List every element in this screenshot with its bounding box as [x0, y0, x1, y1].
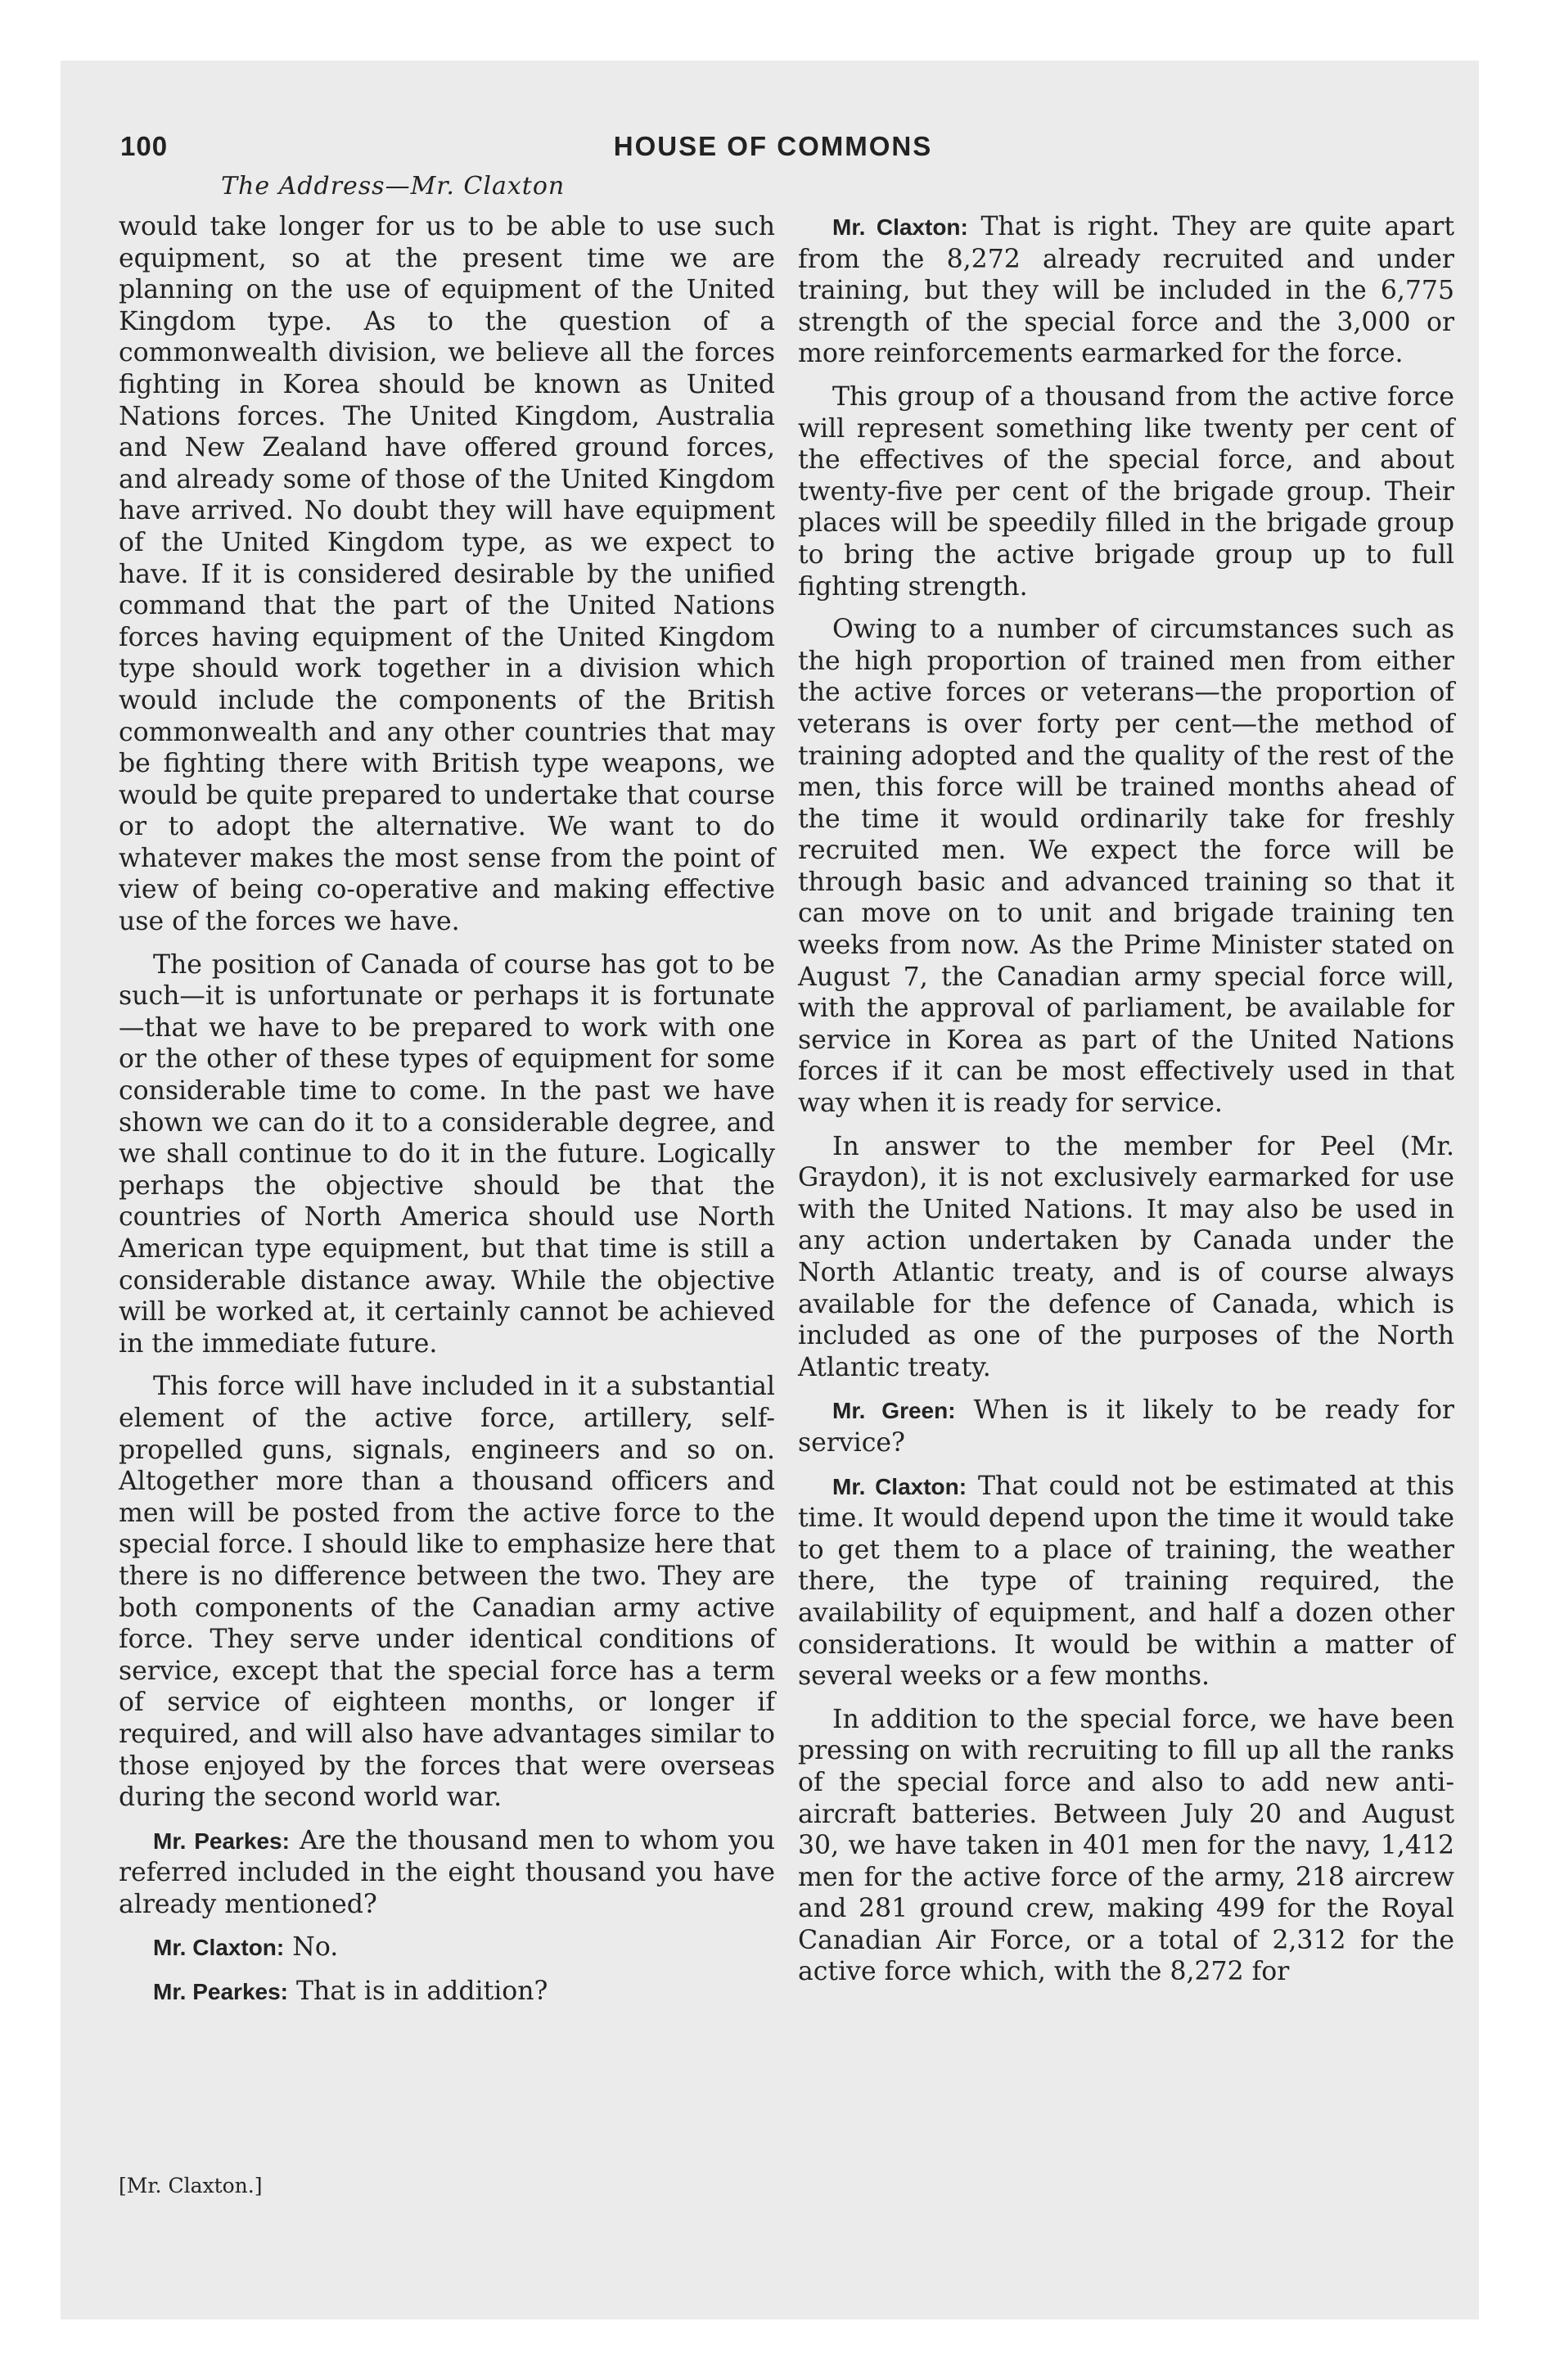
page-number: 100 [120, 131, 169, 161]
paragraph: This group of a thousand from the active force will represent something like twenty per cent of the effectives of the special force, and about twenty-five per cent of the brigade group. Their places will be speedily filled in the brigade group to bring the active brigade group up to full fighting strength. [798, 381, 1454, 602]
section-subhead: The Address—Mr. Claxton [221, 172, 566, 201]
speech-paragraph [119, 1825, 775, 1921]
speech-paragraph [798, 1395, 1454, 1458]
speaker-name: Mr. Claxton: [832, 1473, 967, 1499]
left-column [119, 211, 775, 2020]
speaker-name: Mr. Pearkes: [153, 1979, 288, 2005]
speech-text: That could not be estimated at this time. It would depend upon the time it would take to get them to a place of training, the weather there, the type of training required, the availability of equipment, and half a dozen other considerations. It would be within a matter of several weeks or a few months. [798, 1471, 1455, 1692]
speech-text: That is in addition? [296, 1977, 548, 2007]
paragraph: would take longer for us to be able to use such equipment, so at the present time we are planning on the use of equipment of the United Kingdom type. As to the question of a commonwealth division, we believe all the forces fighting in Korea should be known as United Nations forces. The United Kingdom, Australia and New Zealand have offered ground forces, and already some of those of the United Kingdom have arrived. No doubt they will have equipment of the United Kingdom type, as we expect to have. If it is considered desirable by the unified command that the part of the United Nations forces having equipment of the United Kingdom type should work together in a division which would include the components of the British commonwealth and any other countries that may be fighting there with British type weapons, we would be quite prepared to undertake that course or to adopt the alternative. We want to do whatever makes the most sense from the point of view of being co-operative and making effective use of the forces we have. [119, 212, 775, 937]
speech-paragraph [798, 211, 1454, 370]
paragraph: This force will have included in it a substantial element of the active force, artillery, self-propelled guns, signals, engineers and so on. Altogether more than a thousand officers and men will be posted from the active force to the special force. I should like to emphasize here that there is no difference between the two. They are both components of the Canadian army active force. They serve under identical conditions of service, except that the special force has a term of service of eighteen months, or longer if required, and will also have advantages similar to those enjoyed by the forces that were overseas during the second world war. [119, 1372, 775, 1813]
speech-text: Are the thousand men to whom you referred included in the eight thousand you have already mentioned? [119, 1825, 776, 1919]
paragraph: In answer to the member for Peel (Mr. Graydon), it is not exclusively earmarked for use with the United Nations. It may also be used in any action undertaken by Canada under the North Atlantic treaty, and is of course always available for the defence of Canada, which is included as one of the purposes of the North Atlantic treaty. [798, 1131, 1454, 1382]
paragraph: The position of Canada of course has got to be such—it is unfortunate or perhaps it is fortunate—that we have to be prepared to work with one or the other of these types of equipment for some considerable time to come. In the past we have shown we can do it to a considerable degree, and we shall continue to do it in the future. Logically perhaps the objective should be that the countries of North America should use North American type equipment, but that time is still a considerable distance away. While the objective will be worked at, it certainly cannot be achieved in the immediate future. [119, 949, 775, 1359]
right-column [798, 211, 1454, 1999]
speaker-name: Mr. Claxton: [153, 1935, 285, 1961]
speech-paragraph [119, 1931, 775, 1964]
speech-text: That is right. They are quite apart from the 8,272 already recruited and under training, but they will be included in the 6,775 strength of the special force and the 3,000 or more reinforcements earmarked for the force. [798, 212, 1455, 369]
speaker-name: Mr. Claxton: [832, 214, 968, 240]
speech-paragraph [798, 1471, 1454, 1693]
speech-text: No. [292, 1932, 339, 1963]
speech-paragraph [119, 1976, 775, 2008]
speaker-name: Mr. Pearkes: [153, 1828, 290, 1854]
footer-speaker-note: [Mr. Claxton.] [119, 2174, 263, 2197]
paragraph: In addition to the special force, we have been pressing on with recruiting to fill up all the ranks of the special force and also to add new anti-aircraft batteries. Between July 20 and August 30, we have taken in 401 men for the navy, 1,412 men for the active force of the army, 218 aircrew and 281 ground crew, making 499 for the Royal Canadian Air Force, or a total of 2,312 for the active force which, with the 8,272 for [798, 1704, 1454, 1987]
speech-text: When is it likely to be ready for service? [798, 1395, 1454, 1458]
speaker-name: Mr. Green: [832, 1398, 956, 1424]
paragraph: Owing to a number of circumstances such as the high proportion of trained men from either the active forces or veterans—the proportion of veterans is over forty per cent—the method of training adopted and the quality of the rest of the men, this force will be trained months ahead of the time it would ordinarily take for freshly recruited men. We expect the force will be through basic and advanced training so that it can move on to unit and brigade training ten weeks from now. As the Prime Minister stated on August 7, the Canadian army special force will, with the approval of parliament, be available for service in Korea as part of the United Nations forces if it can be most effectively used in that way when it is ready for service. [798, 615, 1454, 1119]
running-head: HOUSE OF COMMONS [613, 131, 933, 161]
